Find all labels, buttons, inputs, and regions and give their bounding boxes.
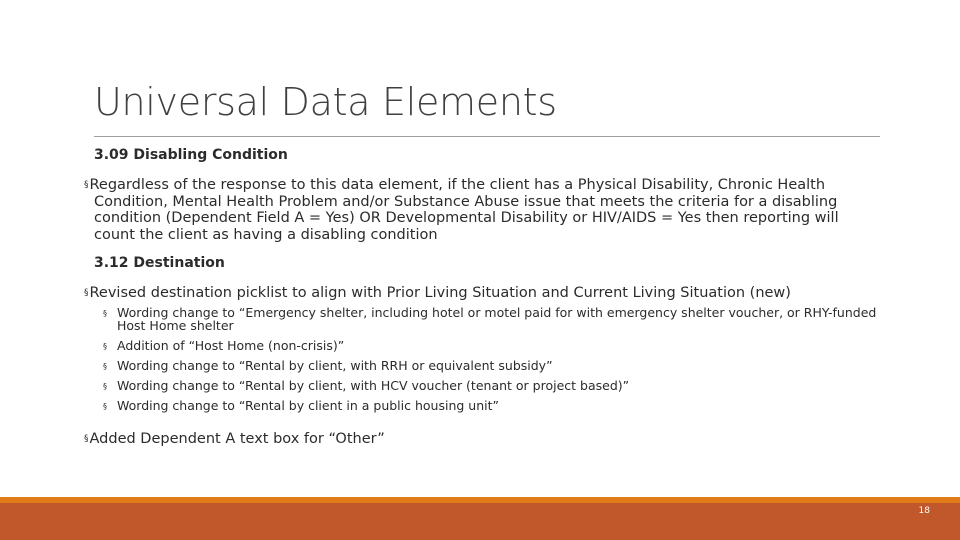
sub-bullet-host-home: [103, 339, 883, 352]
bullet-mark: §: [84, 180, 89, 190]
sub-bullet-hcv: [103, 379, 883, 392]
bullet-revised-picklist: [84, 285, 884, 302]
sub-bullet-mark: §: [103, 342, 107, 351]
bullet-text: Revised destination picklist to align with Prior Living Situation and Current Living Situation (new): [89, 285, 791, 301]
sub-bullet-text: Wording change to “Rental by client, with RRH or equivalent subsidy”: [117, 358, 553, 373]
bullet-mark: §: [84, 434, 89, 444]
bullet-mark: §: [84, 288, 89, 298]
bullet-text: Added Dependent A text box for “Other”: [89, 431, 385, 447]
sub-bullet-mark: §: [103, 309, 107, 318]
sub-bullet-text: Wording change to “Emergency shelter, including hotel or motel paid for with emergency shelter voucher, or RHY-funded Host Home shelter: [117, 305, 877, 333]
sub-bullet-text: Wording change to “Rental by client, with HCV voucher (tenant or project based)”: [117, 378, 630, 393]
slide-title: Universal Data Elements: [94, 80, 557, 124]
sub-bullet-rrh: [103, 359, 883, 372]
bullet-text: Regardless of the response to this data element, if the client has a Physical Disability, Chronic Health Condition, Mental Health Problem and/or Substance Abuse issue that meets the criteria for a disabling condition (Dependent Field A = Yes) OR Developmental Disability or HIV/AIDS = Yes then reporting will count the client as having a disabling condition: [89, 177, 839, 243]
sub-bullet-text: Wording change to “Rental by client in a public housing unit”: [117, 398, 499, 413]
sub-bullet-emergency-shelter: [103, 306, 883, 332]
sub-bullet-mark: §: [103, 402, 107, 411]
sub-bullet-public-housing: [103, 399, 883, 412]
title-divider: [94, 136, 880, 137]
footer-bar: [0, 503, 960, 540]
sub-bullet-mark: §: [103, 362, 107, 371]
section-heading-disabling-condition: 3.09 Disabling Condition: [94, 147, 288, 163]
bullet-other-text-box: [84, 431, 884, 448]
sub-bullet-text: Addition of “Host Home (non-crisis)”: [117, 338, 345, 353]
sub-bullet-mark: §: [103, 382, 107, 391]
section-heading-destination: 3.12 Destination: [94, 255, 225, 271]
page-number: 18: [918, 506, 930, 516]
bullet-disabling-condition: [84, 177, 884, 243]
